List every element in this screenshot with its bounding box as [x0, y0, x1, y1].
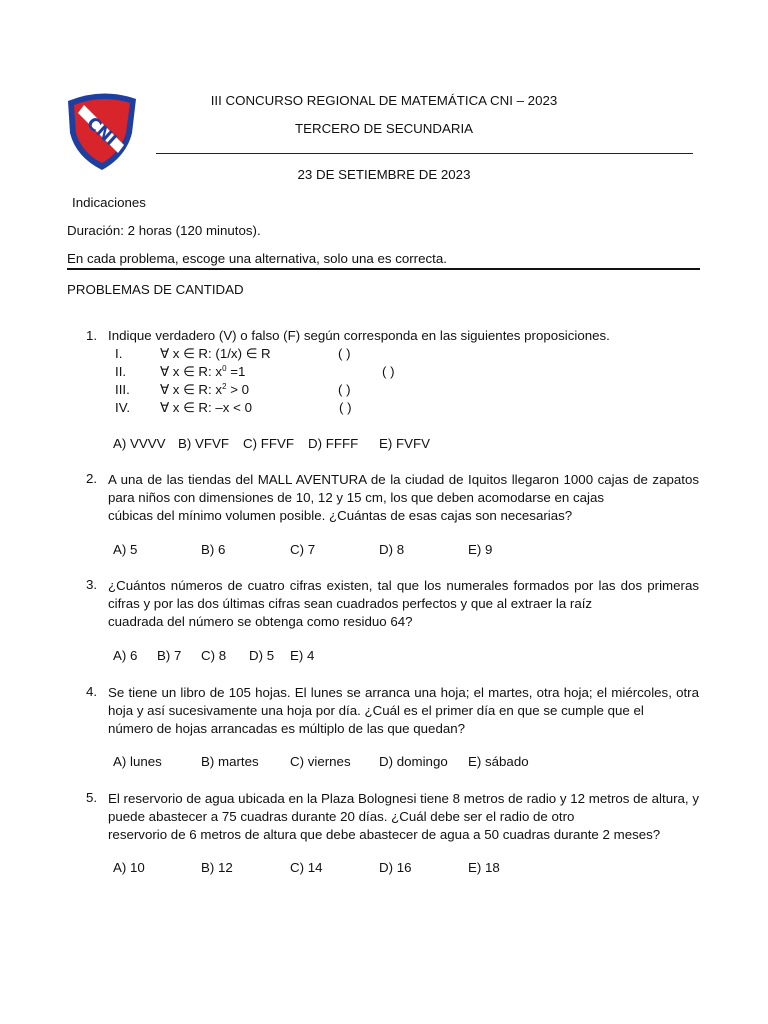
- option-d: D) 8: [379, 542, 405, 557]
- section-title: PROBLEMAS DE CANTIDAD: [67, 282, 244, 297]
- option-a: A) 6: [113, 648, 138, 663]
- statement-text: ∀ x ∈ R: $x^2 > 0$: [160, 382, 250, 397]
- option-c: C) FFVF: [243, 436, 294, 451]
- option-a: A) VVVV: [113, 436, 166, 451]
- option-c: C) 14: [290, 860, 323, 875]
- option-b: B) 7: [157, 648, 182, 663]
- option-b: B) martes: [201, 754, 259, 769]
- option-a: A) 5: [113, 542, 138, 557]
- problem-text: Se tiene un libro de 105 hojas. El lunes se arranca una hoja; el martes, otra hoja; el miércoles, otra hoja y así sucesivamente una hoja por día. ¿Cuál es el primer día en que se cumple que el número de hojas arrancadas es múltiplo de las que quedan?: [108, 685, 699, 736]
- problem-text: El reservorio de agua ubicada en la Plaza Bolognesi tiene 8 metros de radio y 12 metros de altura, y puede abastecer a 75 cuadras durante 20 días. ¿Cuál debe ser el radio de otro reservorio de 6 metros de altura que debe abastecer de agua a 50 cuadras durante 2 meses?: [108, 791, 699, 842]
- option-b: B) 12: [201, 860, 233, 875]
- problem-number: 4.: [86, 684, 98, 699]
- option-c: C) 8: [201, 648, 227, 663]
- option-d: D) FFFF: [308, 436, 359, 451]
- header-divider: [156, 153, 693, 154]
- option-b: B) 6: [201, 542, 226, 557]
- instructions-text: En cada problema, escoge una alternativa, solo una es correcta.: [67, 251, 447, 266]
- answer-blank: ( ): [382, 364, 395, 379]
- problem-number: 5.: [86, 790, 98, 805]
- indications-divider: [67, 268, 700, 270]
- problem-text: A una de las tiendas del MALL AVENTURA de la ciudad de Iquitos llegaron 1000 cajas de zapatos para niños con dimensiones de 10, 12 y 15 cm, los que deben acomodarse en cajas cúbicas del mínimo volumen posible. ¿Cuántas de esas cajas son necesarias?: [108, 472, 699, 523]
- problem-number: 1.: [86, 328, 98, 343]
- option-b: B) VFVF: [178, 436, 229, 451]
- exam-date: 23 DE SETIEMBRE DE 2023: [297, 167, 471, 182]
- option-a: A) 10: [113, 860, 145, 875]
- option-d: D) domingo: [379, 754, 448, 769]
- indications-heading: Indicaciones: [72, 195, 146, 210]
- option-e: E) 4: [290, 648, 315, 663]
- option-d: D) 5: [249, 648, 275, 663]
- option-c: C) viernes: [290, 754, 351, 769]
- statement-roman: I.: [115, 346, 123, 361]
- exam-title: III CONCURSO REGIONAL DE MATEMÁTICA CNI – 2023: [210, 93, 558, 108]
- exam-level: TERCERO DE SECUNDARIA: [294, 121, 474, 136]
- answer-blank: ( ): [338, 346, 351, 361]
- option-e: E) FVFV: [379, 436, 430, 451]
- statement-text: ∀ x ∈ R: –x < 0: [160, 400, 252, 415]
- problem-text: ¿Cuántos números de cuatro cifras existen, tal que los numerales formados por las dos primeras cifras y por las dos últimas cifras sean cuadrados perfectos y que al extraer la raíz cuadrada del número se obtenga como residuo 64?: [108, 578, 699, 629]
- statement-text: ∀ x ∈ R: (1/x) ∈ R: [160, 346, 271, 361]
- option-c: C) 7: [290, 542, 316, 557]
- option-e: E) sábado: [468, 754, 529, 769]
- problem-number: 2.: [86, 471, 98, 486]
- answer-blank: ( ): [338, 382, 351, 397]
- statement-text: ∀ x ∈ R: $x^0 =1$: [160, 364, 246, 379]
- logo-text: CNI: [82, 113, 121, 151]
- problem-number: 3.: [86, 577, 98, 592]
- statement-roman: II.: [115, 364, 127, 379]
- answer-blank: ( ): [339, 400, 352, 415]
- option-e: E) 9: [468, 542, 493, 557]
- option-e: E) 18: [468, 860, 500, 875]
- statement-roman: III.: [115, 382, 130, 397]
- duration-text: Duración: 2 horas (120 minutos).: [67, 223, 261, 238]
- statement-roman: IV.: [115, 400, 131, 415]
- problem-text: Indique verdadero (V) o falso (F) según corresponda en las siguientes proposiciones.: [108, 328, 610, 343]
- option-d: D) 16: [379, 860, 412, 875]
- option-a: A) lunes: [113, 754, 162, 769]
